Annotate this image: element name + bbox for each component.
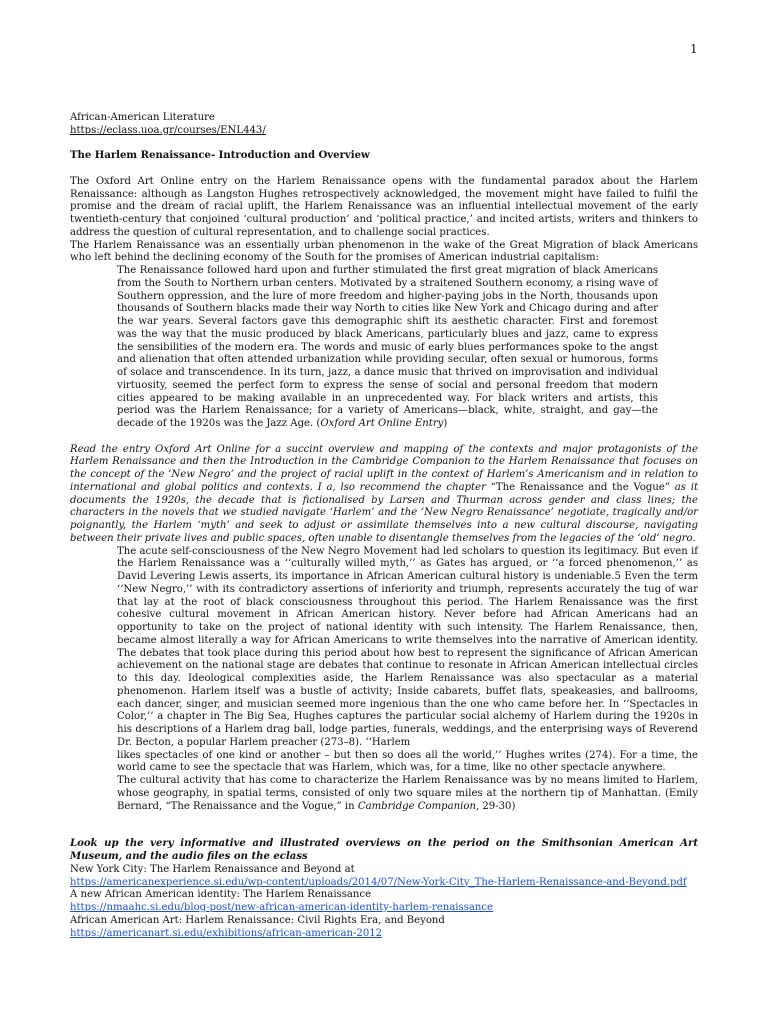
page-number: 1 [690,42,698,56]
block-quote-bernard-1: The acute self-consciousness of the New Negro Movement had led scholars to question its legitimacy. But even if the Harlem Renaissance was a ‘‘culturally willed myth,’’ as Gates has argued, or ‘‘a forced phenomenon,’’ as David Levering Lewis asserts, its importance in African American cultural history is undeniable.5 Even the term ‘‘New Negro,’’ with its contradictory assertions of inferiority and triumph, represents accurately the tug of war that lay at the root of black consciousness throughout this period. The Harlem Renaissance was the first cohesive cultural movement in African American history. Never before had African Americans had an opportunity to take on the project of national identity with such intensity. The Harlem Renaissance, then, became almost literally a way for African Americans to write themselves into the narrative of American identity. The debates that took place during this period about how best to represent the significance of African American achievement on the national stage are debates that continue to resonate in African American intellectual circles to this day. Ideological complexities aside, the Harlem Renaissance was also spectacular as a material phenomenon. Harlem itself was a bustle of activity; Inside cabarets, buffet flats, speakeasies, and ballrooms, each dancer, singer, and musician seemed more ingenious than the one who came before her. In ‘‘Spectacles in Color,’’ a chapter in The Big Sea, Hughes captures the particular social alchemy of Harlem during the 1920s in his descriptions of a Harlem drag ball, lodge parties, funerals, weddings, and the enterprising ways of Reverend Dr. Becton, a popular Harlem preacher (273–8). ‘‘Harlem [117,545,698,748]
reading-guide-part1: Read the entry Oxford Art Online for a succint overview and mapping of the contexts and major protagonists of the Harlem Renaissance and then the Introduction in the Cambridge Companion to the Harlem Renaissance that focuses on the concept of the ‘New Negro’ and the project of racial uplift in the context of Harlem’s Americanism and in relation to international and global politics and contexts. I a, lso recommend the chapter [70,443,698,493]
lookup-link-1[interactable]: https://americanexperience.si.edu/wp-content/uploads/2014/07/New-York-City_The-Harlem-Renaissance-and-Beyond.pdf [70,876,687,888]
bernard-3-source: Cambridge Companion [357,800,476,812]
lookup-link-3[interactable]: https://americanart.si.edu/exhibitions/african-american-2012 [70,927,383,939]
block-quote-oxford [117,265,658,431]
reading-guide-chapter: “The Renaissance and the Vogue” [490,481,670,493]
course-link[interactable]: https://eclass.uoa.gr/courses/ENL443/ [70,124,266,136]
course-name: African-American Literature [70,112,215,123]
lookup-link-2[interactable]: https://nmaahc.si.edu/blog-post/new-african-american-identity-harlem-renaissance [70,902,494,913]
quote-close: ) [443,418,448,429]
bernard-3-main: The cultural activity that has come to characterize the Harlem Renaissance was by no means limited to Harlem, whose geography, in spatial terms, consisted of only two square miles at the northern tip of Manhattan. (Emily Bernard, “The Renaissance and the Vogue,” in [117,775,698,812]
paragraph-migration: The Harlem Renaissance was an essentially urban phenomenon in the wake of the Great Migration of black Americans who left behind the declining economy of the South for the promises of American industrial capitalism: [70,239,698,264]
paragraph-intro: The Oxford Art Online entry on the Harlem Renaissance opens with the fundamental paradox about the Harlem Renaissance: although as Langston Hughes retrospectively acknowledged, the movement might have failed to fulfil the promise and the dream of racial uplift, the Harlem Renaissance was an influential intellectual movement of the early twentieth-century that conjoined ‘cultural production’ and ‘political practice,’ and incited artists, writers and thinkers to address the question of cultural representation, and to challenge social practices. [70,175,698,238]
lookup-item-label-1: New York City: The Harlem Renaissance and Beyond at [70,863,355,875]
document-title: The Harlem Renaissance- Introduction and Overview [70,150,370,162]
block-quote-bernard-3 [117,775,698,813]
lookup-heading: Look up the very informative and illustrated overviews on the period on the Smithsonian American Art Museum, and the audio files on the eclass [70,838,698,862]
lookup-item-label-3: African American Art: Harlem Renaissance: Civil Rights Era, and Beyond [70,914,445,926]
paragraph-reading-guide [70,444,698,546]
quote-source: Oxford Art Online Entry [320,418,444,429]
lookup-item-label-2: A new African American identity: The Harlem Renaissance [70,889,372,901]
quote-text: The Renaissance followed hard upon and further stimulated the first great migration of black Americans from the South to Northern urban centers. Motivated by a straitened Southern economy, a rising wave of Southern oppression, and the lure of more freedom and higher-paying jobs in the North, thousands upon thousands of Southern blacks made their way North to cities like New York and Chicago during and after the war years. Several factors gave this demographic shift its aesthetic character. First and foremost was the way that the music produced by black Americans, particularly blues and jazz, came to express the sensibilities of the modern era. The words and music of early blues performances spoke to the angst and alienation that often attended urbanization while providing secular, often sexual or humorous, forms of solace and transcendence. In its turn, jazz, a dance music that thrived on improvisation and individual virtuosity, seemed the perfect form to express the sense of social and personal freedom that modern cities appeared to be making available in an unprecedented way. For black writers and artists, this period was the Harlem Renaissance; for a variety of Americans—black, white, straight, and gay—the decade of the 1920s was the Jazz Age. ( [117,265,658,429]
bernard-3-end: , 29-30) [475,800,516,812]
reading-guide-part2: as it documents the 1920s, the decade that is fictionalised by Larsen and Thurman across gender and class lines; the characters in the novels that we studied navigate ‘Harlem’ and the ‘New Negro Renaissance’ negotiate, tragically and/or poignantly, the Harlem ‘myth’ and seek to adjust or assimilate themselves into a new cultural discourse, navigating between their private lives and public spaces, often unable to disentangle themselves from the legacies of the ‘old’ negro. [70,481,698,544]
block-quote-bernard-2: likes spectacles of one kind or another – but then so does all the world,’’ Hughes writes (274). For a time, the world came to see the spectacle that was Harlem, which was, for a time, like no other spectacle anywhere. [117,749,698,774]
document-body [70,112,698,940]
